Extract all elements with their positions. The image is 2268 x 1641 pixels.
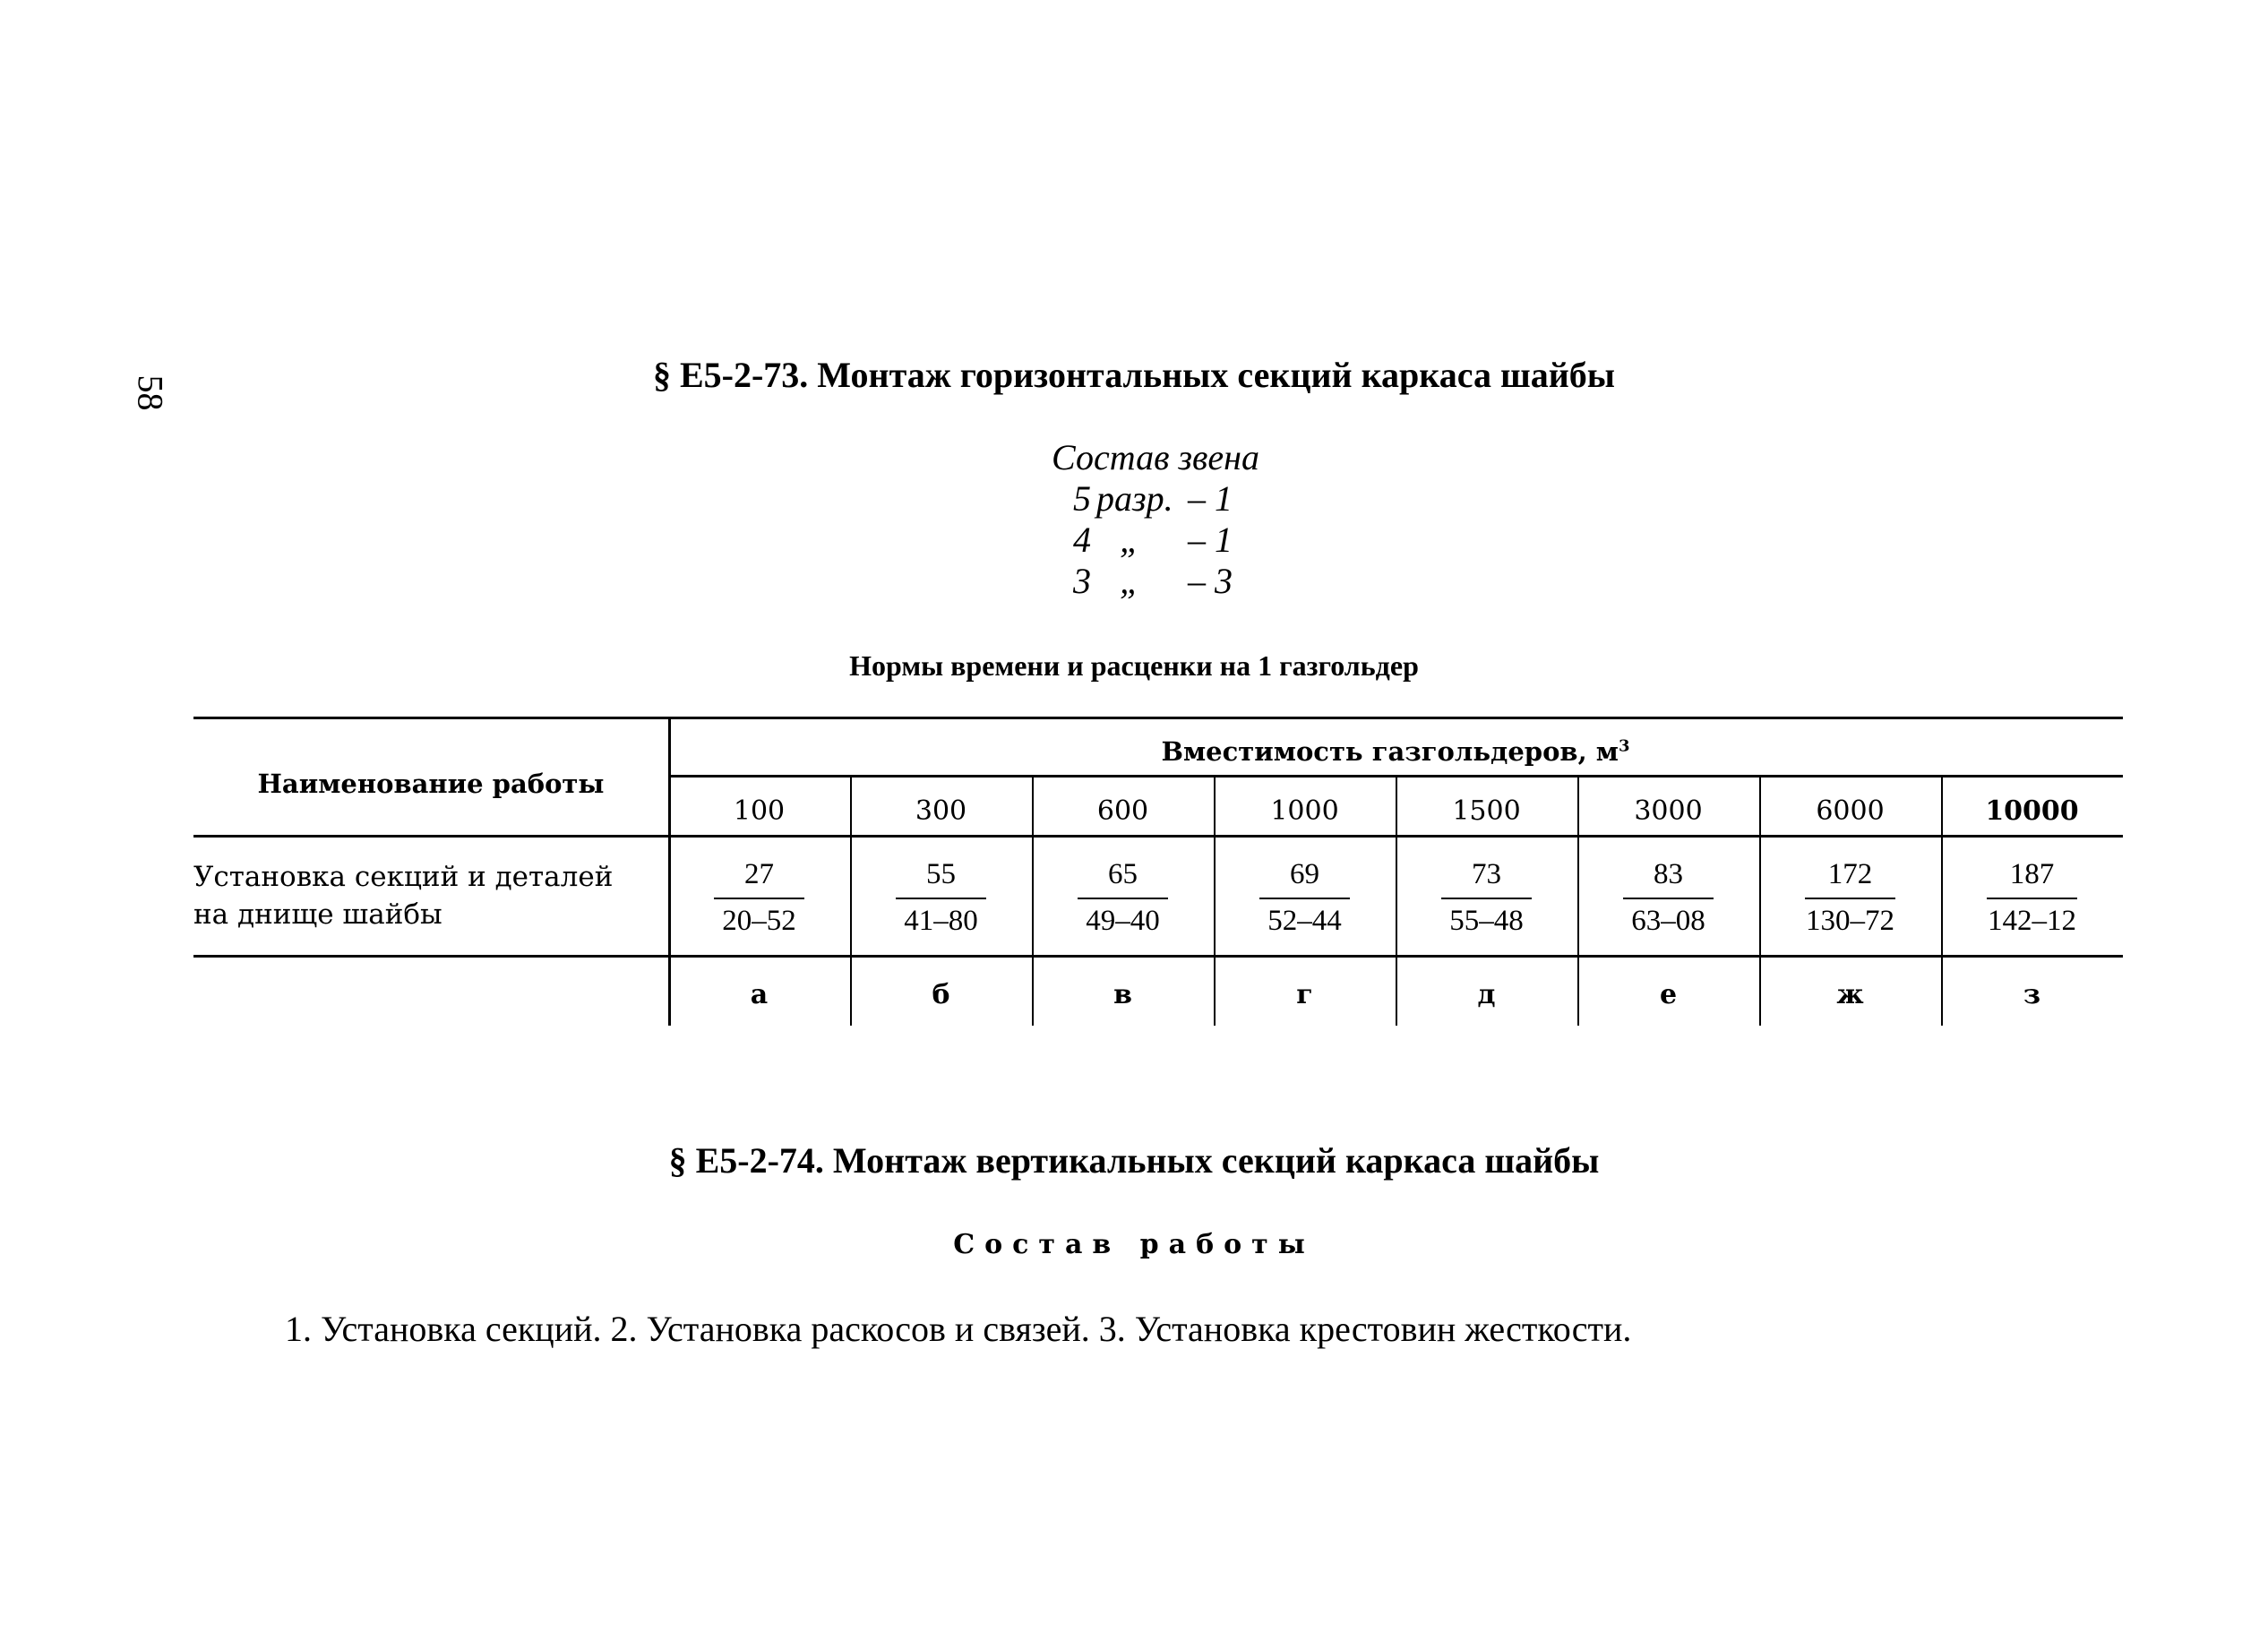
column-letter: з xyxy=(2023,979,2041,1010)
time-norm: 187 xyxy=(2009,858,2055,890)
rate: 20–52 xyxy=(722,905,796,937)
time-norm: 73 xyxy=(1472,858,1501,890)
norms-caption: Нормы времени и расценки на 1 газгольдер xyxy=(849,649,1419,682)
time-norm: 65 xyxy=(1108,858,1138,890)
column-letter: в xyxy=(1113,979,1132,1010)
time-norm: 55 xyxy=(926,858,956,890)
capacity-cell: 10000 xyxy=(1985,795,2079,827)
crew-grade: 4 xyxy=(1073,520,1091,560)
rate: 49–40 xyxy=(1086,905,1160,937)
rate: 130–72 xyxy=(1806,905,1894,937)
column-letter: ж xyxy=(1836,979,1864,1010)
table-rule-header-bottom xyxy=(193,835,2123,838)
crew-count: – 3 xyxy=(1188,561,1233,601)
column-letter: б xyxy=(932,979,950,1010)
capacity-cell: 1000 xyxy=(1270,795,1339,827)
column-header-capacity xyxy=(668,736,2123,767)
fraction-bar xyxy=(1259,898,1350,899)
work-name-line: на днище шайбы xyxy=(193,898,442,931)
crew-count: – 1 xyxy=(1188,478,1233,519)
fraction-bar xyxy=(714,898,804,899)
table-rule-body-bottom xyxy=(193,955,2123,958)
capacity-unit-sup: 3 xyxy=(1618,736,1630,756)
capacity-header-text: Вместимость газгольдеров, м xyxy=(1161,736,1619,767)
capacity-cell: 600 xyxy=(1096,795,1149,827)
crew-unit: „ xyxy=(1120,520,1140,560)
column-letter: д xyxy=(1477,979,1496,1010)
time-norm: 69 xyxy=(1290,858,1319,890)
crew-title: Состав звена xyxy=(1051,437,1259,477)
time-norm: 27 xyxy=(744,858,774,890)
time-norm: 172 xyxy=(1827,858,1873,890)
work-name-line: Установка секций и деталей xyxy=(193,861,614,893)
column-header-work-name: Наименование работы xyxy=(257,769,605,799)
fraction-bar xyxy=(1987,898,2077,899)
capacity-cell: 100 xyxy=(733,795,786,827)
work-composition-text: 1. Установка секций. 2. Установка раскосов и связей. 3. Установка крестовин жесткости. xyxy=(285,1309,1632,1349)
rate: 41–80 xyxy=(904,905,978,937)
fraction-bar xyxy=(1078,898,1168,899)
crew-grade: 3 xyxy=(1073,561,1091,601)
rate: 52–44 xyxy=(1267,905,1342,937)
fraction-bar xyxy=(1441,898,1532,899)
section-title-e5-2-74: § Е5-2-74. Монтаж вертикальных секций каркаса шайбы xyxy=(668,1140,1600,1181)
crew-unit: „ xyxy=(1120,561,1140,601)
column-letter: г xyxy=(1296,979,1313,1010)
fraction-bar xyxy=(1623,898,1714,899)
fraction-bar xyxy=(1805,898,1895,899)
capacity-cell: 1500 xyxy=(1452,795,1521,827)
time-norm: 83 xyxy=(1654,858,1683,890)
section-title-e5-2-73: § Е5-2-73. Монтаж горизонтальных секций каркаса шайбы xyxy=(652,355,1616,395)
rate: 142–12 xyxy=(1988,905,2076,937)
capacity-cell: 6000 xyxy=(1816,795,1885,827)
fraction-bar xyxy=(896,898,986,899)
rate: 63–08 xyxy=(1631,905,1705,937)
capacity-cell: 3000 xyxy=(1634,795,1703,827)
crew-unit: разр. xyxy=(1096,478,1173,519)
page-number: 58 xyxy=(130,374,171,411)
crew-count: – 1 xyxy=(1188,520,1233,560)
crew-grade: 5 xyxy=(1073,478,1091,519)
table-rule-top xyxy=(193,717,2123,719)
work-composition-heading: Состав работы xyxy=(953,1229,1315,1260)
column-letter: а xyxy=(750,979,769,1010)
column-letter: е xyxy=(1659,979,1678,1010)
work-name-cell xyxy=(193,858,659,933)
rate: 55–48 xyxy=(1449,905,1524,937)
capacity-cell: 300 xyxy=(915,795,967,827)
